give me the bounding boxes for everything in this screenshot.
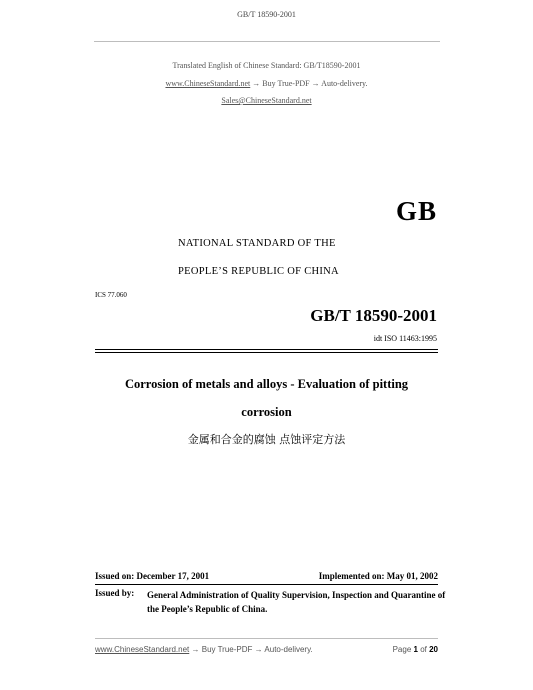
document-title-chinese: 金属和合金的腐蚀 点蚀评定方法	[187, 433, 346, 446]
page-indicator	[393, 645, 438, 654]
title-rule-bottom	[95, 352, 438, 353]
issued-date: Issued on: December 17, 2001	[95, 571, 210, 581]
national-standard-line: NATIONAL STANDARD OF THE	[178, 238, 336, 249]
issuer-text: General Administration of Quality Supervision, Inspection and Quarantine of the People’s Republic of China.	[147, 590, 446, 614]
email-line	[0, 96, 533, 105]
website-link[interactable]: www.ChineseStandard.net	[165, 79, 251, 88]
page-label: Page	[392, 645, 412, 654]
title-rule-top	[95, 349, 438, 350]
of-label: of	[420, 645, 427, 654]
running-header: GB/T 18590-2001	[237, 10, 296, 19]
footer-purchase-line	[95, 645, 313, 654]
standard-number: GB/T 18590-2001	[310, 306, 437, 325]
republic-line: PEOPLE’S REPUBLIC OF CHINA	[178, 266, 339, 277]
implemented-date: Implemented on: May 01, 2002	[318, 571, 438, 581]
email-link[interactable]: Sales@ChineseStandard.net	[221, 96, 312, 105]
footer-purchase-text: → Buy True-PDF → Auto-delivery.	[189, 645, 313, 654]
idt-reference: idt ISO 11463:1995	[373, 334, 437, 343]
gb-logo: GB	[395, 196, 437, 226]
footer-divider	[95, 638, 438, 639]
translation-notice: Translated English of Chinese Standard: GB/T18590-2001	[172, 61, 361, 70]
purchase-text: → Buy True-PDF → Auto-delivery.	[250, 79, 368, 88]
footer-website-link[interactable]: www.ChineseStandard.net	[95, 645, 190, 654]
document-title-line2: corrosion	[241, 405, 292, 419]
ics-code: ICS 77.060	[95, 291, 127, 299]
page-number: 1	[413, 645, 418, 654]
header-divider	[94, 41, 440, 42]
dates-rule	[95, 584, 438, 585]
issuer-label: Issued by:	[95, 588, 135, 598]
purchase-line	[0, 79, 533, 88]
page-total: 20	[429, 645, 438, 654]
document-title-line1: Corrosion of metals and alloys - Evaluation of pitting	[124, 377, 409, 391]
